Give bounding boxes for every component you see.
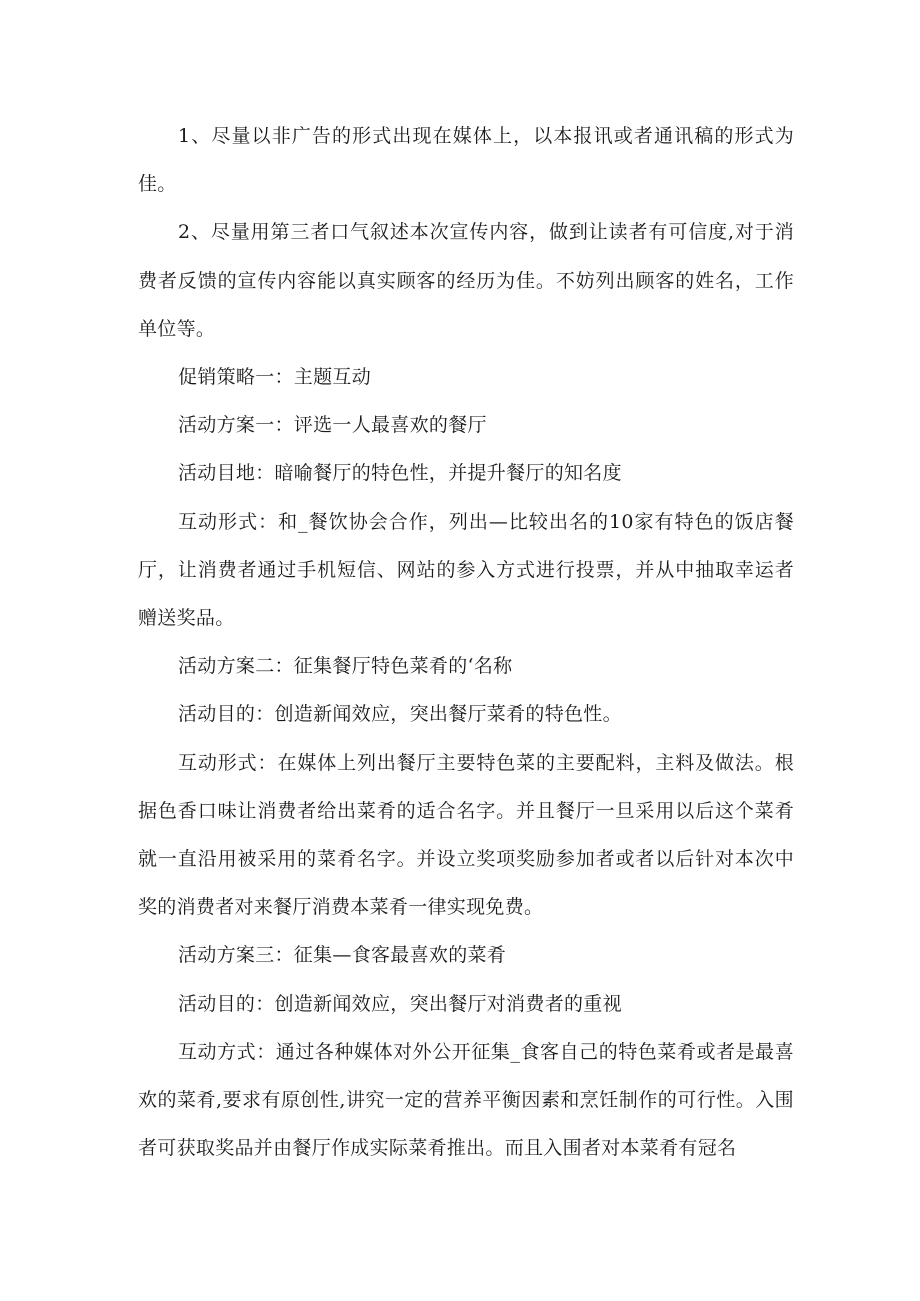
paragraph-third-person-tip: 2、尽量用第三者口气叙述本次宣传内容，做到让读者有可信度,对于消费者反馈的宣传内容能以真实顾客的经历为佳。不妨列出顾客的姓名，工作单位等。 — [138, 221, 794, 340]
paragraph-interaction-form-2: 互动形式：在媒体上列出餐厅主要特色菜的主要配料，主料及做法。根据色香口味让消费者给出菜肴的适合名字。并且餐厅一旦采用以后这个菜肴就一直沿用被采用的菜肴名字。并设立奖项奖励参加者或者以后针对本次中奖的消费者对来餐厅消费本菜肴一律实现免费。 — [138, 751, 794, 919]
heading-activity-plan-3: 活动方案三：征集—食客最喜欢的菜肴 — [178, 944, 507, 967]
paragraph-interaction-method-3: 互动方式：通过各种媒体对外公开征集_食客自己的特色菜肴或者是最喜欢的菜肴,要求有原创性,讲究一定的营养平衡因素和烹饪制作的可行性。入围者可获取奖品并由餐厅作成实际菜肴推出。而且入围者对本菜肴有冠名 — [138, 1040, 794, 1160]
heading-activity-plan-1: 活动方案一：评选一人最喜欢的餐厅 — [178, 414, 487, 437]
paragraph-activity-goal-2: 活动目的：创造新闻效应，突出餐厅菜肴的特色性。 — [178, 703, 622, 726]
heading-activity-plan-2: 活动方案二：征集餐厅特色菜肴的‘名称 — [178, 655, 513, 678]
paragraph-press-release-tip: 1、尽量以非广告的形式出现在媒体上，以本报讯或者通讯稿的形式为佳。 — [138, 125, 794, 196]
paragraph-interaction-form-1: 互动形式：和_餐饮协会合作，列出—比较出名的10家有特色的饭店餐厅，让消费者通过手机短信、网站的参入方式进行投票，并从中抽取幸运者赠送奖品。 — [138, 510, 794, 630]
document-body — [138, 112, 794, 1172]
heading-promotion-strategy-1: 促销策略一：主题互动 — [178, 366, 372, 389]
paragraph-activity-goal-1: 活动目地：暗喻餐厅的特色性，并提升餐厅的知名度 — [178, 462, 622, 485]
paragraph-activity-goal-3: 活动目的：创造新闻效应，突出餐厅对消费者的重视 — [178, 992, 622, 1015]
